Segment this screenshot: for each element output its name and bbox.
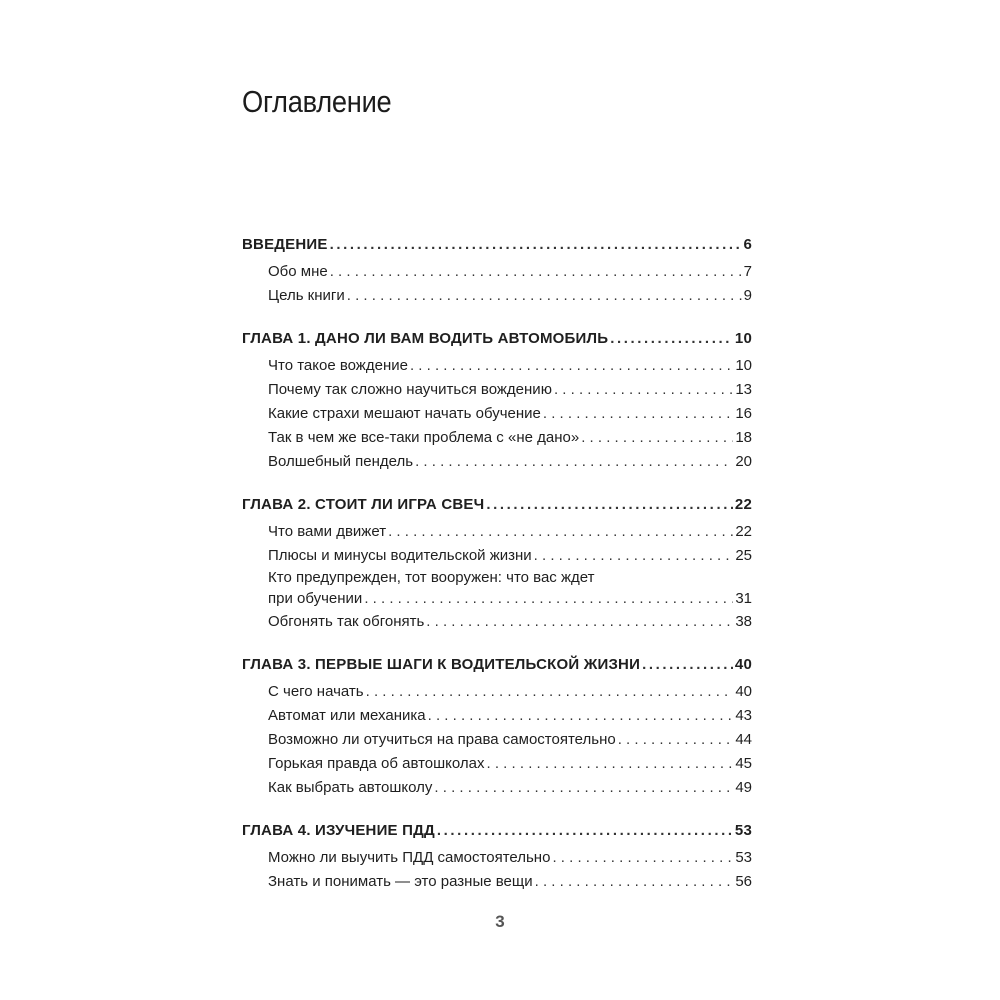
page-number: 40 [734,656,752,673]
page-number: 13 [735,381,752,398]
entry-title: Так в чем же все-таки проблема с «не дано» [268,429,580,446]
toc-entry[interactable] [242,426,752,450]
toc-entry[interactable] [242,402,752,426]
page-number: 56 [735,873,752,890]
entry-title: Какие страхи мешают начать обучение [268,405,541,422]
page-number: 22 [735,523,752,540]
page-number: 7 [743,263,752,280]
dot-leader [581,426,733,450]
toc-entry-multiline[interactable] [242,568,752,610]
dot-leader [610,326,733,352]
page-number: 22 [734,496,752,513]
page-number: 6 [743,236,752,253]
chapter-heading[interactable] [242,652,752,678]
dot-leader [554,378,733,402]
dot-leader [487,752,734,776]
dot-leader [347,284,742,308]
dot-leader [618,728,734,752]
chapter-title: ГЛАВА 4. ИЗУЧЕНИЕ ПДД [242,822,435,839]
toc-entry[interactable] [242,704,752,728]
toc-entry[interactable] [242,728,752,752]
dot-leader [415,450,733,474]
entry-title: Что такое вождение [268,357,408,374]
chapter-heading[interactable] [242,492,752,518]
page-number: 10 [734,330,752,347]
chapter-title: ГЛАВА 2. СТОИТ ЛИ ИГРА СВЕЧ [242,496,485,513]
entry-title: Цель книги [268,287,345,304]
dot-leader [330,232,742,258]
toc-entry[interactable] [242,680,752,704]
toc-entry[interactable] [242,260,752,284]
chapter-1 [242,326,752,474]
page-number: 31 [735,590,752,607]
dot-leader [410,354,733,378]
chapter-title: ГЛАВА 3. ПЕРВЫЕ ШАГИ К ВОДИТЕЛЬСКОЙ ЖИЗНИ [242,656,641,673]
page-number: 38 [735,613,752,630]
toc-entry[interactable] [242,354,752,378]
page-number: 49 [735,779,752,796]
page-number: 16 [735,405,752,422]
chapter-2 [242,492,752,634]
chapter-4 [242,818,752,894]
chapter-title: ВВЕДЕНИЕ [242,236,328,253]
page-number: 44 [735,731,752,748]
chapter-heading[interactable] [242,818,752,844]
chapter-title: ГЛАВА 1. ДАНО ЛИ ВАМ ВОДИТЬ АВТОМОБИЛЬ [242,330,609,347]
table-of-contents [242,232,752,912]
toc-entry[interactable] [242,520,752,544]
page-title: Оглавление [242,84,392,119]
entry-last-line [268,588,752,610]
entry-title: Волшебный пендель [268,453,414,470]
toc-entry[interactable] [242,450,752,474]
chapter-3 [242,652,752,800]
dot-leader [366,680,734,704]
dot-leader [364,588,733,610]
toc-entry[interactable] [242,544,752,568]
entry-title: Как выбрать автошколу [268,779,433,796]
page-number: 18 [735,429,752,446]
dot-leader [388,520,733,544]
toc-entry[interactable] [242,610,752,634]
page-folio-number: 3 [495,912,505,931]
chapter-heading[interactable] [242,232,752,258]
page-number: 9 [743,287,752,304]
dot-leader [330,260,742,284]
page-number: 25 [735,547,752,564]
dot-leader [437,818,733,844]
toc-entry[interactable] [242,752,752,776]
page-number: 53 [735,849,752,866]
entry-title: Плюсы и минусы водительской жизни [268,547,532,564]
entry-title: Горькая правда об автошколах [268,755,485,772]
entry-title: Обгонять так обгонять [268,613,425,630]
entry-title: Возможно ли отучиться на права самостоятельно [268,731,616,748]
dot-leader [642,652,733,678]
entry-title: Знать и понимать — это разные вещи [268,873,533,890]
entry-title: Почему так сложно научиться вождению [268,381,552,398]
dot-leader [535,870,734,894]
dot-leader [434,776,733,800]
page-number: 10 [735,357,752,374]
dot-leader [486,492,733,518]
page-number: 43 [735,707,752,724]
entry-title: Обо мне [268,263,328,280]
entry-title-line-1: Кто предупрежден, тот вооружен: что вас ждет [268,569,595,586]
dot-leader [543,402,733,426]
page-number: 20 [735,453,752,470]
page-number: 40 [735,683,752,700]
toc-entry[interactable] [242,870,752,894]
entry-title: Что вами движет [268,523,387,540]
chapter-introduction [242,232,752,308]
toc-entry[interactable] [242,776,752,800]
toc-entry[interactable] [242,284,752,308]
entry-title: Автомат или механика [268,707,426,724]
toc-entry[interactable] [242,846,752,870]
entry-title-line-2: при обучении [268,590,363,607]
entry-title: С чего начать [268,683,364,700]
toc-entry[interactable] [242,378,752,402]
dot-leader [428,704,734,728]
entry-title: Можно ли выучить ПДД самостоятельно [268,849,551,866]
chapter-heading[interactable] [242,326,752,352]
page-number: 53 [734,822,752,839]
dot-leader [534,544,734,568]
dot-leader [552,846,733,870]
dot-leader [426,610,733,634]
page-number: 45 [735,755,752,772]
